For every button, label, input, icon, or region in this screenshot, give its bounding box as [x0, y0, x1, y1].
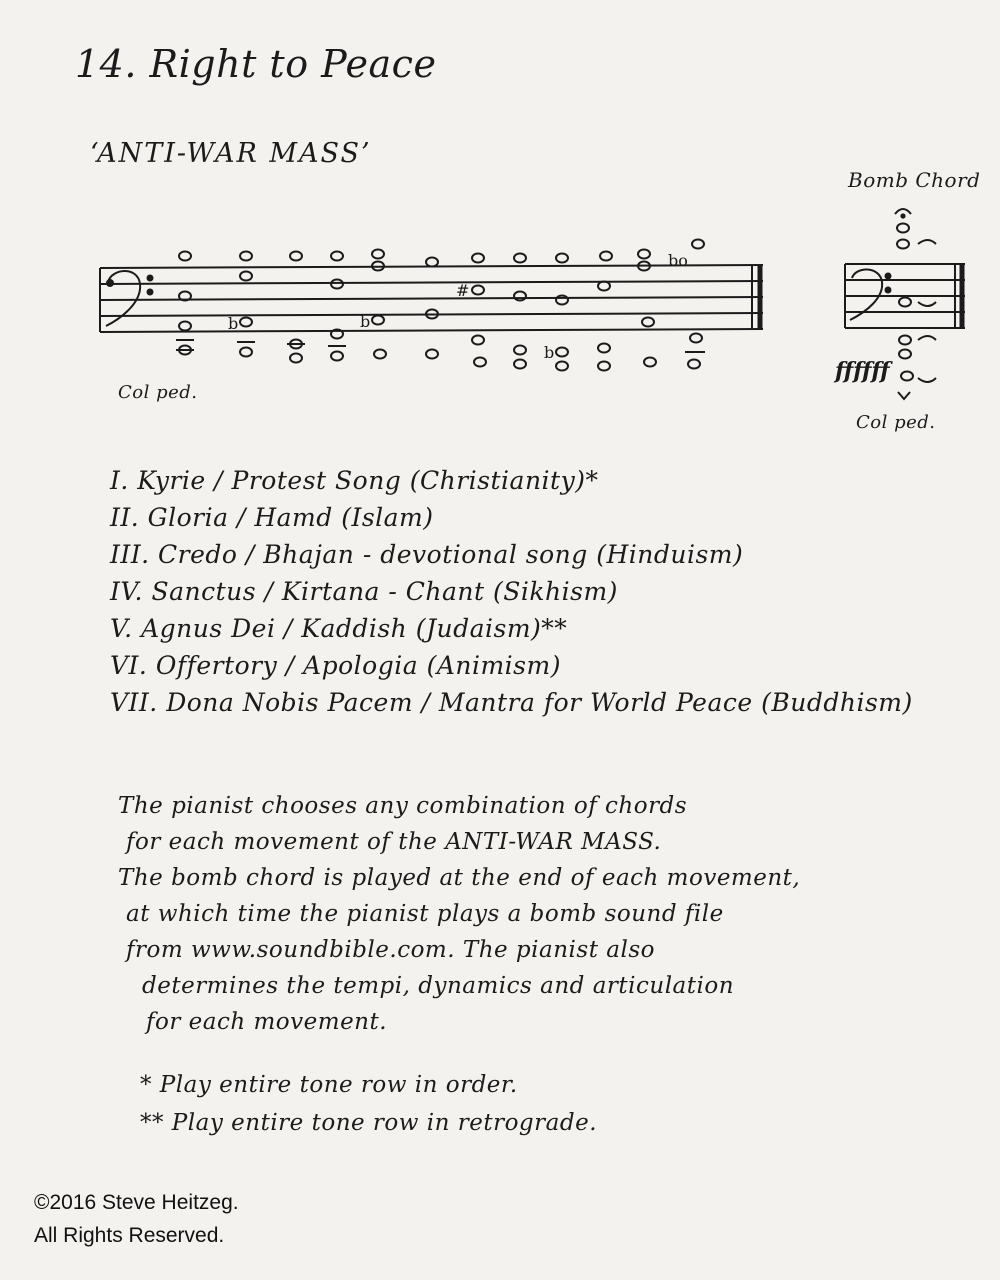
instruction-line: from www.soundbible.com. The pianist also — [126, 937, 655, 963]
movement-item: IV. Sanctus / Kirtana - Chant (Sikhism) — [110, 577, 618, 606]
main-staff — [100, 265, 763, 332]
movement-list — [110, 462, 913, 721]
svg-text:bo: bo — [668, 251, 688, 270]
movement-item: VI. Offertory / Apologia (Animism) — [110, 651, 561, 680]
movement-item: V. Agnus Dei / Kaddish (Judaism)** — [110, 614, 568, 643]
performance-instructions — [118, 788, 898, 1040]
instruction-line: The pianist chooses any combination of chords — [118, 793, 688, 819]
rights-line: All Rights Reserved. — [34, 1224, 225, 1247]
svg-text:#: # — [456, 281, 470, 300]
dynamic-marking: ffffff — [835, 358, 890, 384]
col-ped-marking: Col ped. — [118, 382, 198, 403]
svg-text:b: b — [360, 312, 371, 331]
col-ped-marking-bomb: Col ped. — [856, 412, 936, 433]
instruction-line: for each movement of the ANTI-WAR MASS. — [126, 829, 662, 855]
bass-clef-icon — [106, 271, 153, 326]
instruction-line: at which time the pianist plays a bomb sound file — [126, 901, 724, 927]
svg-text:b: b — [228, 314, 239, 333]
svg-text:b: b — [544, 343, 555, 362]
movement-item: VII. Dona Nobis Pacem / Mantra for World Peace (Buddhism) — [110, 688, 913, 717]
instruction-line: for each movement. — [146, 1009, 388, 1035]
bomb-chord-label: Bomb Chord — [848, 168, 981, 192]
movement-item: II. Gloria / Hamd (Islam) — [110, 503, 434, 532]
movement-item: III. Credo / Bhajan - devotional song (Hinduism) — [110, 540, 744, 569]
tone-row-chords — [176, 209, 936, 399]
footnote-single-asterisk: * Play entire tone row in order. — [140, 1072, 518, 1098]
bomb-staff — [845, 264, 965, 328]
movement-item: I. Kyrie / Protest Song (Christianity)* — [110, 466, 599, 495]
copyright-line: ©2016 Steve Heitzeg. — [34, 1191, 239, 1214]
copyright-notice — [34, 1186, 239, 1252]
mass-subtitle: ‘ANTI-WAR MASS’ — [90, 138, 372, 169]
page-title: 14. Right to Peace — [75, 42, 437, 86]
instruction-line: The bomb chord is played at the end of each movement, — [118, 865, 801, 891]
footnote-double-asterisk: ** Play entire tone row in retrograde. — [140, 1110, 598, 1136]
footnotes — [140, 1066, 597, 1142]
instruction-line: determines the tempi, dynamics and articulation — [142, 973, 735, 999]
